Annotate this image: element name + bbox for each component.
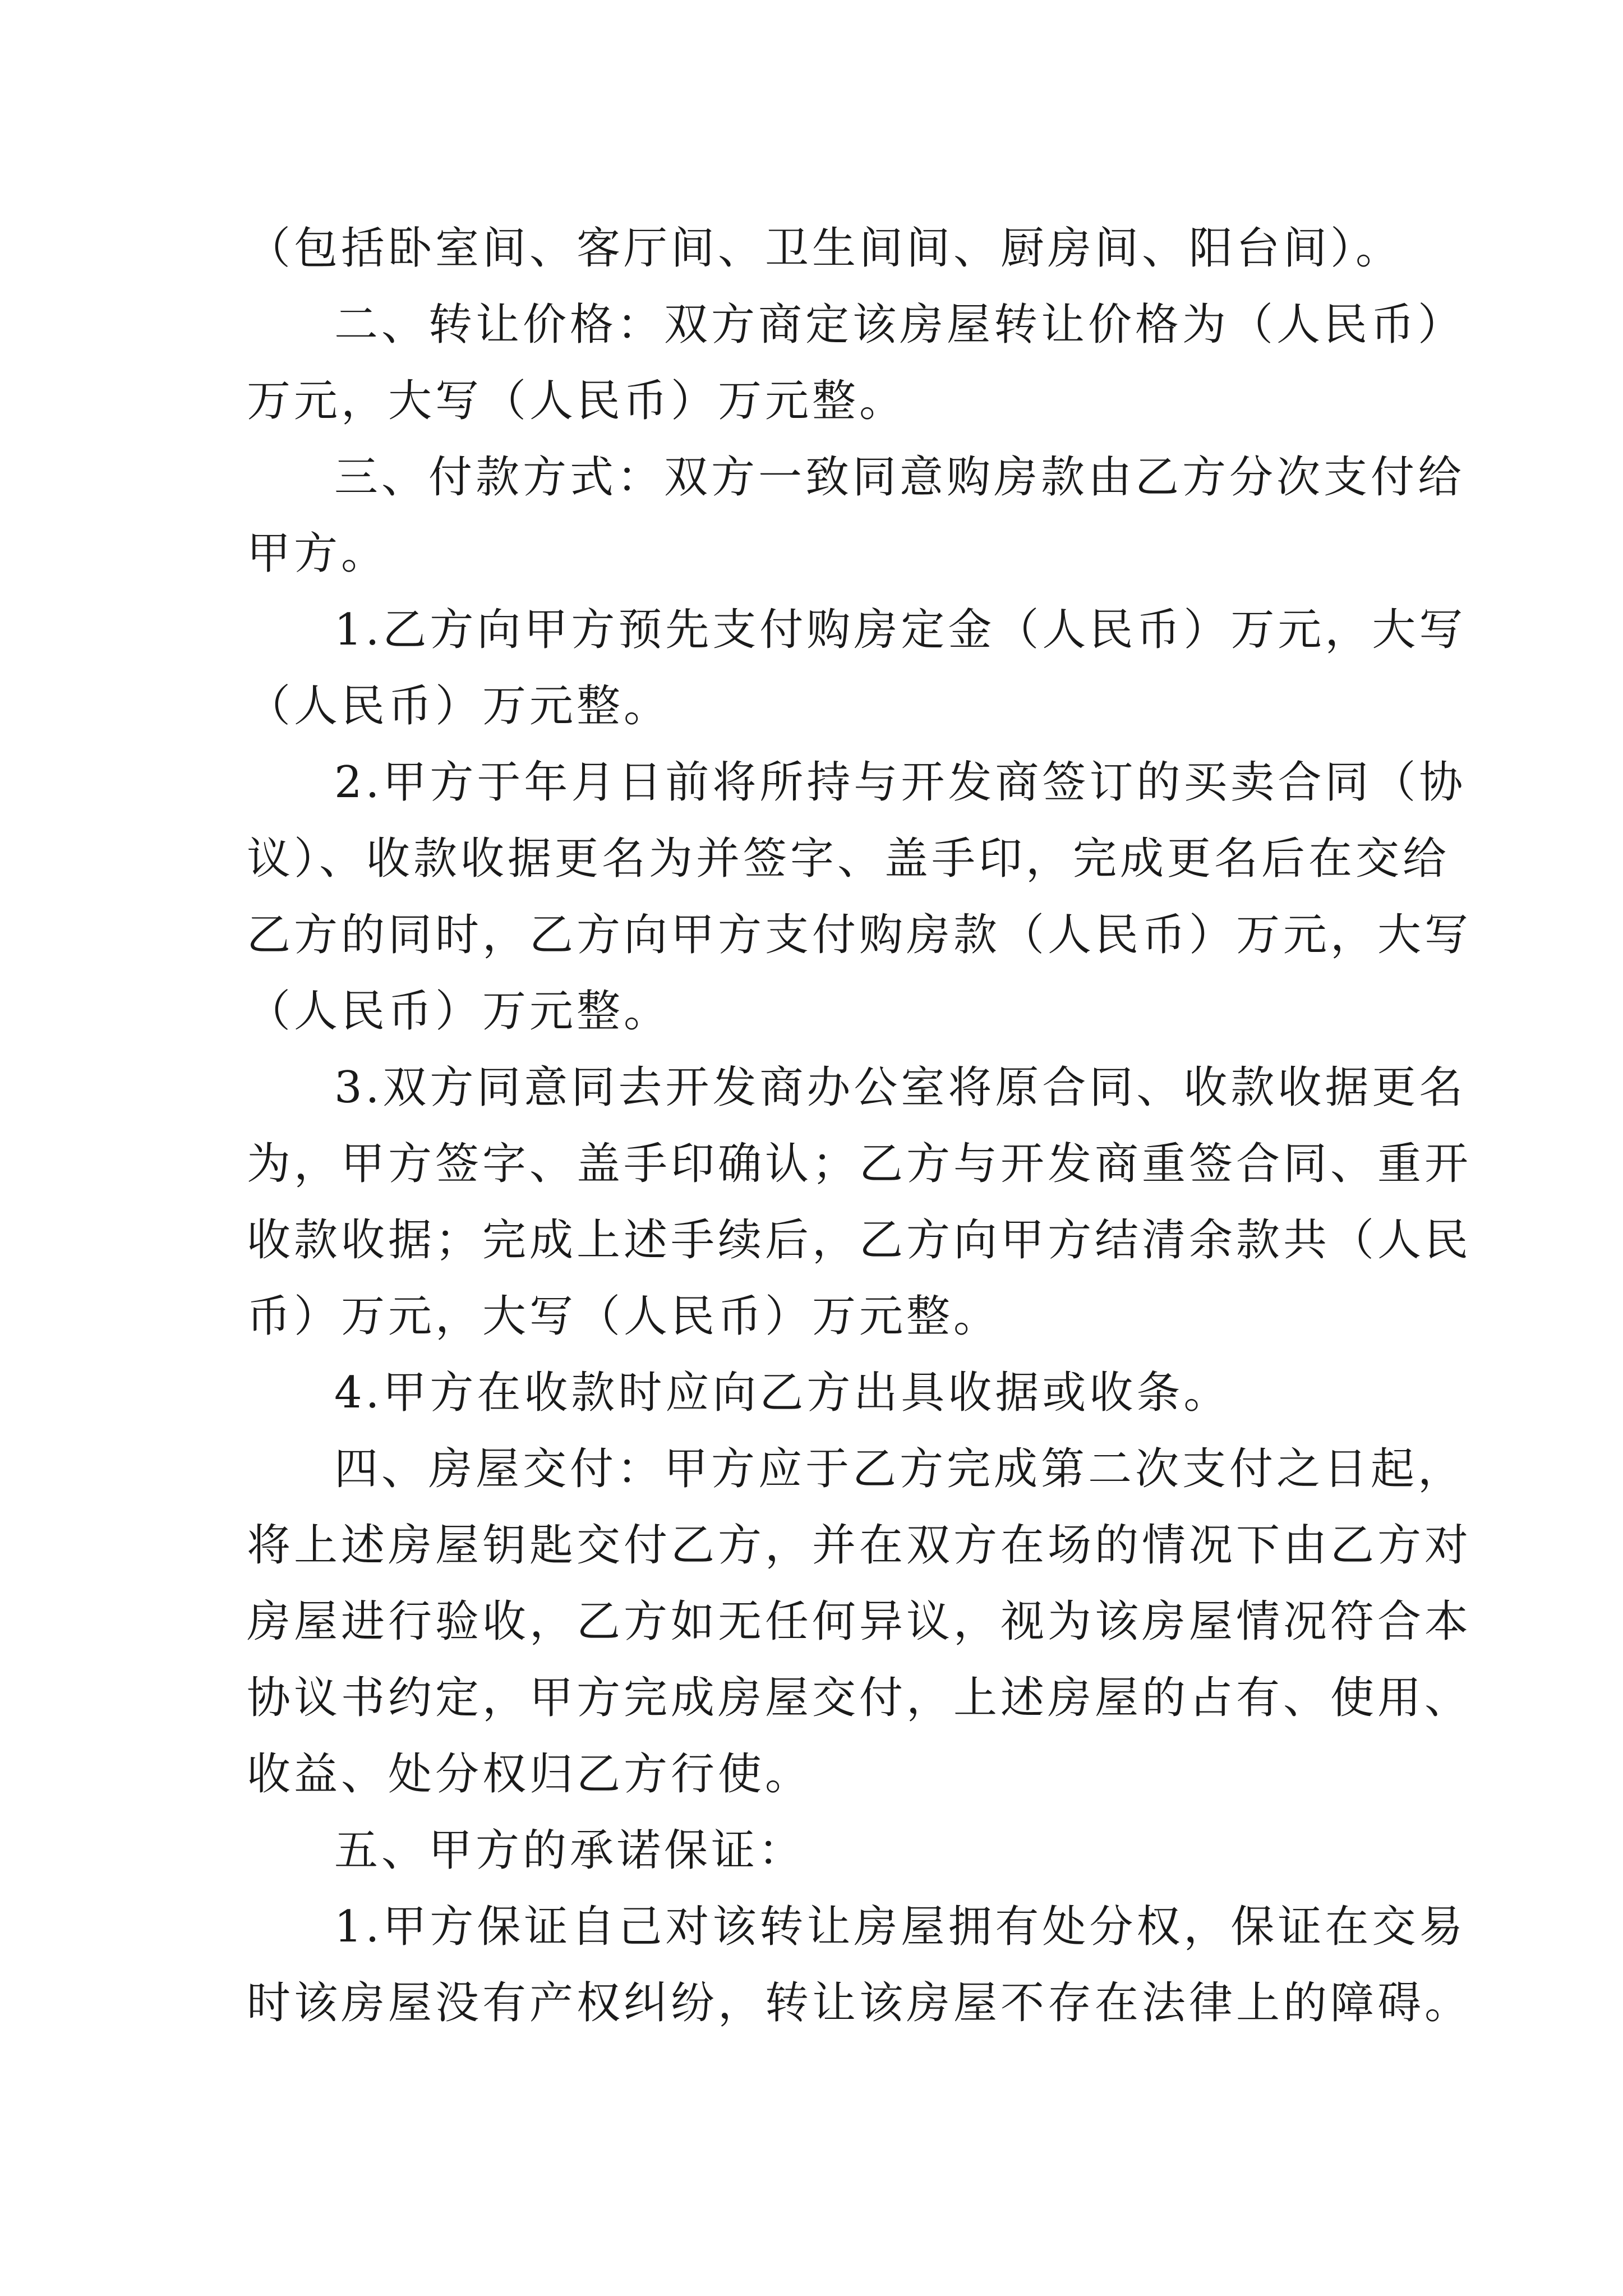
paragraph-guarantee-heading: [247, 1812, 1396, 1889]
paragraph-payment-item-3: [247, 1050, 1472, 1355]
text-line: 币）万元，大写（人民币）万元整。: [247, 1291, 1001, 1342]
text-line: 协议书约定，甲方完成房屋交付，上述房屋的占有、使用、: [247, 1673, 1472, 1723]
text-line: （包括卧室间、客厅间、卫生间间、厨房间、阳台间）。: [247, 223, 1403, 274]
paragraph-transfer-price: [247, 287, 1465, 439]
paragraph-room-list: [247, 210, 1403, 287]
paragraph-payment-item-4: [247, 1355, 1396, 1431]
text-line: 时该房屋没有产权纠纷，转让该房屋不存在法律上的障碍。: [247, 1978, 1472, 2028]
paragraph-payment-item-2: [247, 744, 1472, 1050]
paragraph-house-delivery: [247, 1431, 1472, 1812]
text-line: 三、付款方式：双方一致同意购房款由乙方分次支付给: [334, 452, 1465, 503]
text-line: 将上述房屋钥匙交付乙方，并在双方在场的情况下由乙方对: [247, 1520, 1472, 1571]
text-line: 2.甲方于年月日前将所持与开发商签订的买卖合同（协: [334, 757, 1467, 808]
paragraph-payment-item-1: [247, 592, 1467, 744]
text-line: 房屋进行验收，乙方如无任何异议，视为该房屋情况符合本: [247, 1596, 1472, 1647]
text-line: 收款收据；完成上述手续后，乙方向甲方结清余款共（人民: [247, 1215, 1472, 1266]
text-line: 3.双方同意同去开发商办公室将原合同、收款收据更名: [334, 1062, 1467, 1113]
text-line: 万元，大写（人民币）万元整。: [247, 376, 907, 426]
text-line: （人民币）万元整。: [247, 681, 671, 731]
text-line: 1.甲方保证自己对该转让房屋拥有处分权，保证在交易: [334, 1902, 1467, 1952]
paragraph-guarantee-item-1: [247, 1889, 1472, 2041]
text-line: 为，甲方签字、盖手印确认；乙方与开发商重签合同、重开: [247, 1139, 1472, 1189]
text-line: 议）、收款收据更名为并签字、盖手印，完成更名后在交给: [247, 834, 1450, 884]
text-line: 收益、处分权归乙方行使。: [247, 1749, 813, 1800]
text-line: 1.乙方向甲方预先支付购房定金（人民币）万元，大写: [334, 605, 1467, 655]
text-line: 二、转让价格：双方商定该房屋转让价格为（人民币）: [334, 300, 1465, 350]
text-line: 甲方。: [247, 528, 389, 579]
text-line: 五、甲方的承诺保证：: [334, 1825, 806, 1876]
text-line: （人民币）万元整。: [247, 986, 671, 1037]
text-line: 四、房屋交付：甲方应于乙方完成第二次支付之日起，: [334, 1444, 1465, 1494]
text-line: 4.甲方在收款时应向乙方出具收据或收条。: [334, 1368, 1231, 1418]
document-body: [247, 210, 1472, 2041]
text-line: 乙方的同时，乙方向甲方支付购房款（人民币）万元，大写: [247, 910, 1472, 960]
paragraph-payment-method: [247, 439, 1465, 592]
